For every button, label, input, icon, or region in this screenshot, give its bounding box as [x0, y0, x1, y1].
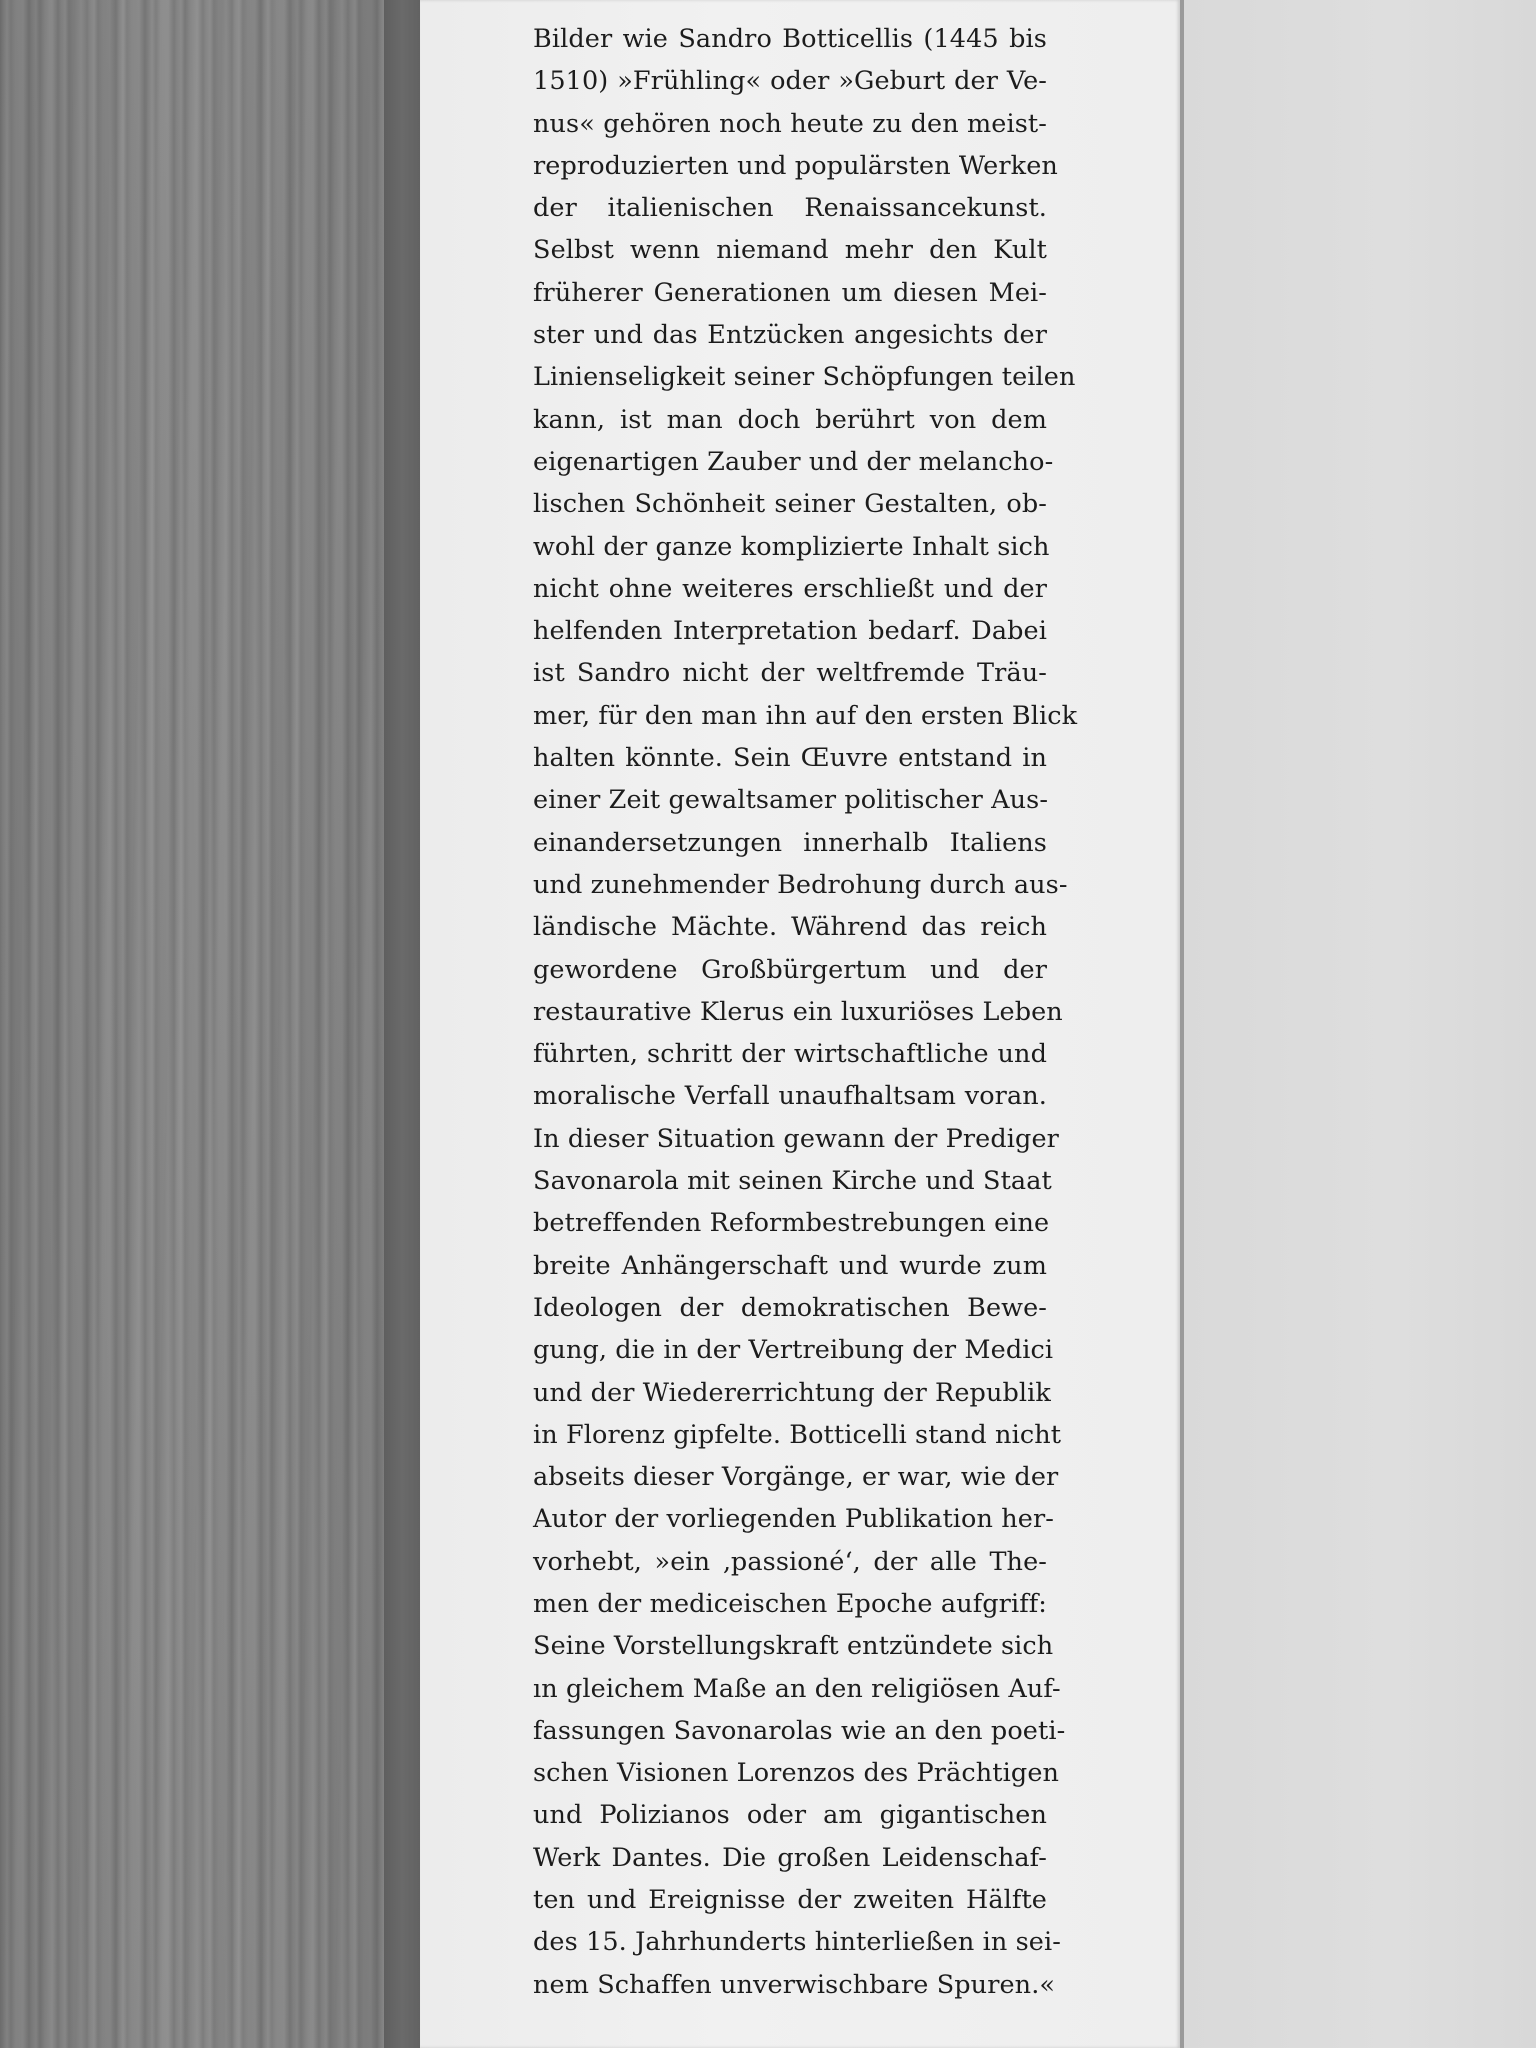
text-line: gung, die in der Vertreibung der Medici: [533, 1335, 1054, 1366]
text-line: führten, schritt der wirtschaftliche und: [533, 1039, 1047, 1070]
text-line: schen Visionen Lorenzos des Prächtigen: [533, 1758, 1060, 1789]
text-line: ten und Ereignisse der zweiten Hälfte: [533, 1885, 1047, 1916]
text-line: nicht ohne weiteres erschließt und der: [533, 573, 1047, 604]
text-line: und zunehmender Bedrohung durch aus-: [533, 869, 1068, 900]
wood-surface: [0, 0, 420, 2048]
text-line: ist Sandro nicht der weltfremde Träu-: [533, 658, 1047, 689]
text-line: Savonarola mit seinen Kirche und Staat: [533, 1166, 1052, 1197]
text-line: ın gleichem Maße an den religiösen Auf-: [533, 1673, 1061, 1704]
book-spine-edge: [384, 0, 420, 2048]
text-line: Werk Dantes. Die großen Leidenschaf-: [533, 1842, 1047, 1873]
text-line: nem Schaffen unverwischbare Spuren.«: [533, 1969, 1056, 2000]
text-line: breite Anhängerschaft und wurde zum: [533, 1250, 1047, 1281]
text-line: moralische Verfall unaufhaltsam voran.: [533, 1081, 1047, 1112]
text-line: fassungen Savonarolas wie an den poeti-: [533, 1715, 1066, 1746]
text-line: des 15. Jahrhunderts hinterließen in sei-: [533, 1927, 1061, 1958]
text-line: Linienseligkeit seiner Schöpfungen teilen: [533, 362, 1076, 393]
text-line: lischen Schönheit seiner Gestalten, ob-: [533, 489, 1047, 520]
background-surface: [1184, 0, 1536, 2048]
text-line: einandersetzungen innerhalb Italiens: [533, 827, 1047, 858]
text-line: Seine Vorstellungskraft entzündete sich: [533, 1631, 1054, 1662]
text-line: in Florenz gipfelte. Botticelli stand nicht: [533, 1419, 1062, 1450]
text-line: men der mediceischen Epoche aufgriff:: [533, 1588, 1047, 1619]
text-line: vorhebt, »ein ‚passioné‘, der alle The-: [533, 1546, 1047, 1577]
body-text: [533, 18, 1078, 2006]
text-line: einer Zeit gewaltsamer politischer Aus-: [533, 785, 1049, 816]
text-line: eigenartigen Zauber und der melancho-: [533, 446, 1054, 477]
text-line: wohl der ganze komplizierte Inhalt sich: [533, 531, 1050, 562]
text-line: kann, ist man doch berührt von dem: [533, 404, 1047, 435]
text-line: früherer Generationen um diesen Mei-: [533, 277, 1047, 308]
text-line: ster und das Entzücken angesichts der: [533, 320, 1047, 351]
text-line: reproduzierten und populärsten Werken: [533, 150, 1058, 181]
text-line: mer, für den man ihn auf den ersten Blick: [533, 700, 1078, 731]
text-line: Ideologen der demokratischen Bewe-: [533, 1292, 1047, 1323]
text-line: halten könnte. Sein Œuvre entstand in: [533, 743, 1047, 774]
text-line: und der Wiedererrichtung der Republik: [533, 1377, 1051, 1408]
text-line: ländische Mächte. Während das reich: [533, 912, 1047, 943]
text-line: 1510) »Frühling« oder »Geburt der Ve-: [533, 66, 1047, 97]
text-line: der italienischen Renaissancekunst.: [533, 193, 1047, 224]
text-line: und Polizianos oder am gigantischen: [533, 1800, 1047, 1831]
text-line: betreffenden Reformbestrebungen eine: [533, 1208, 1050, 1239]
text-line: helfenden Interpretation bedarf. Dabei: [533, 616, 1047, 647]
text-line: abseits dieser Vorgänge, er war, wie der: [533, 1462, 1059, 1493]
text-line: Autor der vorliegenden Publikation her-: [533, 1504, 1054, 1535]
text-line: nus« gehören noch heute zu den meist-: [533, 108, 1047, 139]
text-line: gewordene Großbürgertum und der: [533, 954, 1047, 985]
text-line: In dieser Situation gewann der Prediger: [533, 1123, 1059, 1154]
text-line: Bilder wie Sandro Botticellis (1445 bis: [533, 24, 1047, 54]
text-line: restaurative Klerus ein luxuriöses Leben: [533, 996, 1063, 1027]
text-line: Selbst wenn niemand mehr den Kult: [533, 235, 1047, 266]
